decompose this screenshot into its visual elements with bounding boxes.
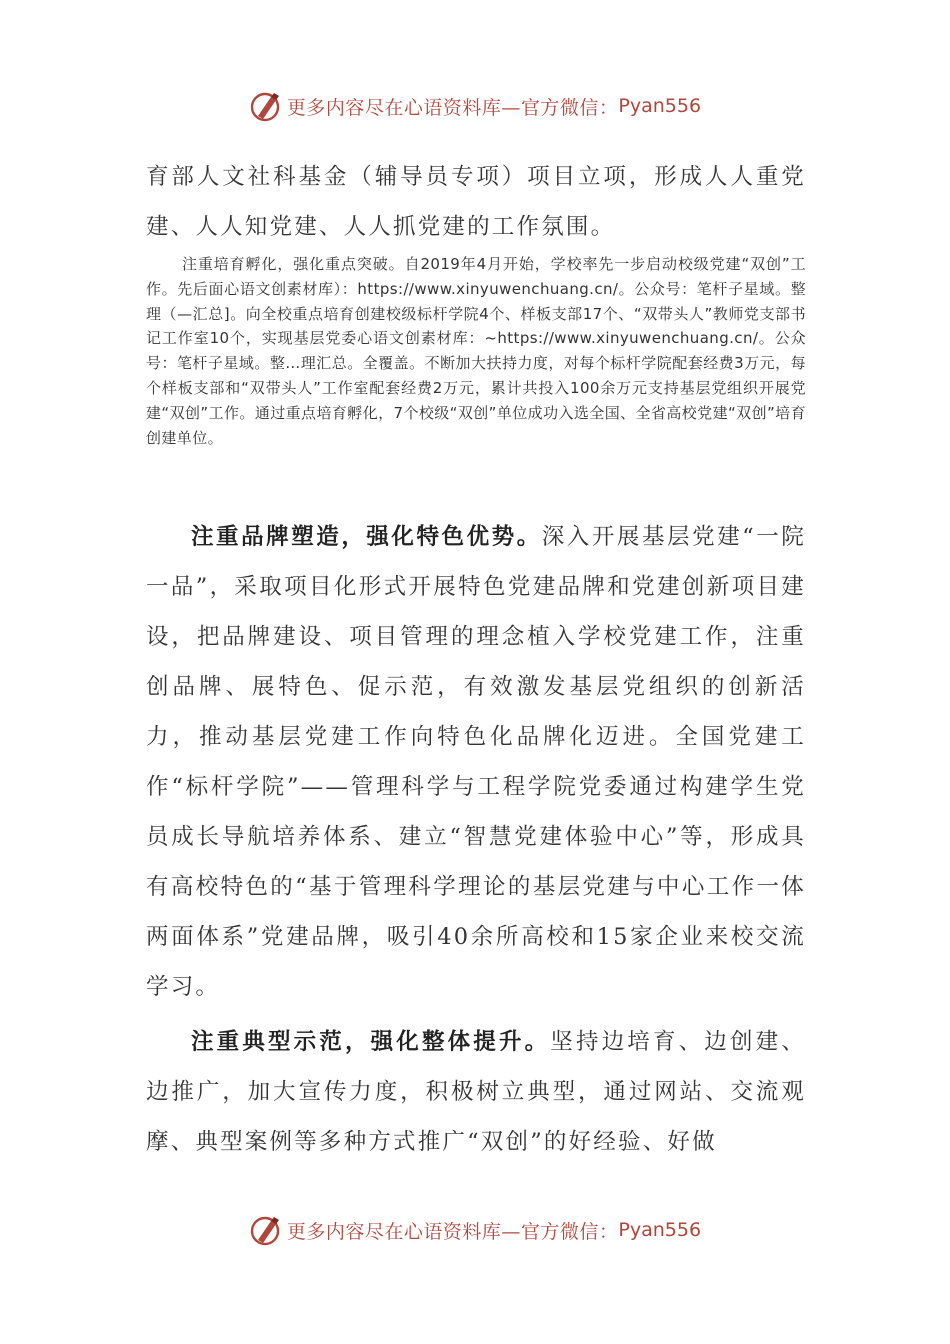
footer-banner bbox=[0, 1210, 950, 1250]
paragraph-3-block bbox=[146, 512, 806, 1012]
paragraph-1 bbox=[146, 152, 806, 252]
paragraph-3-heading: 注重品牌塑造，强化特色优势。 bbox=[191, 524, 542, 550]
pen-logo-icon bbox=[249, 1213, 283, 1247]
header-banner bbox=[0, 86, 950, 126]
paragraph-4-text: 坚持边培育、边创建、边推广，加大宣传力度，积极树立典型，通过网站、交流观摩、典型案例等多种方式推广“双创”的好经验、好做 bbox=[146, 1029, 806, 1155]
banner-text: 更多内容尽在心语资料库—官方微信： bbox=[286, 1220, 619, 1243]
banner-wechat-id: Pyan556 bbox=[618, 95, 702, 117]
paragraph-1-text: 育部人文社科基金（辅导员专项）项目立项，形成人人重党建、人人知党建、人人抓党建的工作氛围。 bbox=[146, 164, 806, 240]
paragraph-4-block bbox=[146, 1017, 806, 1167]
paragraph-3 bbox=[146, 512, 806, 1012]
paragraph-4-heading: 注重典型示范，强化整体提升。 bbox=[191, 1029, 551, 1055]
paragraph-2 bbox=[146, 252, 806, 450]
banner-wechat-id: Pyan556 bbox=[618, 1219, 702, 1241]
pen-logo-icon bbox=[249, 89, 283, 123]
paragraph-2-block bbox=[146, 252, 806, 450]
paragraph-3-text: 深入开展基层党建“一院一品”，采取项目化形式开展特色党建品牌和党建创新项目建设，把品牌建设、项目管理的理念植入学校党建工作，注重创品牌、展特色、促示范，有效激发基层党组织的创新活力，推动基层党建工作向特色化品牌化迈进。全国党建工作“标杆学院”——管理科学与工程学院党委通过构建学生党员成长导航培养体系、建立“智慧党建体验中心”等，形成具有高校特色的“基于管理科学理论的基层党建与中心工作一体两面体系”党建品牌，吸引40余所高校和15家企业来校交流学习。 bbox=[146, 524, 806, 1000]
paragraph-2-text: 注重培育孵化，强化重点突破。自2019年4月开始，学校率先一步启动校级党建“双创”工作。先后面心语文创素材库）：https://www.xinyuwenchuang.cn/。公众号：笔杆子星域。整理（—汇总]。向全校重点培育创建校级标杆学院4个、样板支部17个、“双带头人”教师党支部书记工作室10个，实现基层党委心语文创素材库：~https://www.xinyuwenchuang.cn/。公众号：笔杆子星域。整…理汇总。全覆盖。不断加大扶持力度，对每个标杆学院配套经费3万元，每个样板支部和“双带头人”工作室配套经费2万元，累计共投入100余万元支持基层党组织开展党建“双创”工作。通过重点培育孵化，7个校级“双创”单位成功入选全国、全省高校党建“双创”培育创建单位。 bbox=[146, 255, 806, 447]
paragraph-4 bbox=[146, 1017, 806, 1167]
banner-text: 更多内容尽在心语资料库—官方微信： bbox=[286, 96, 619, 119]
